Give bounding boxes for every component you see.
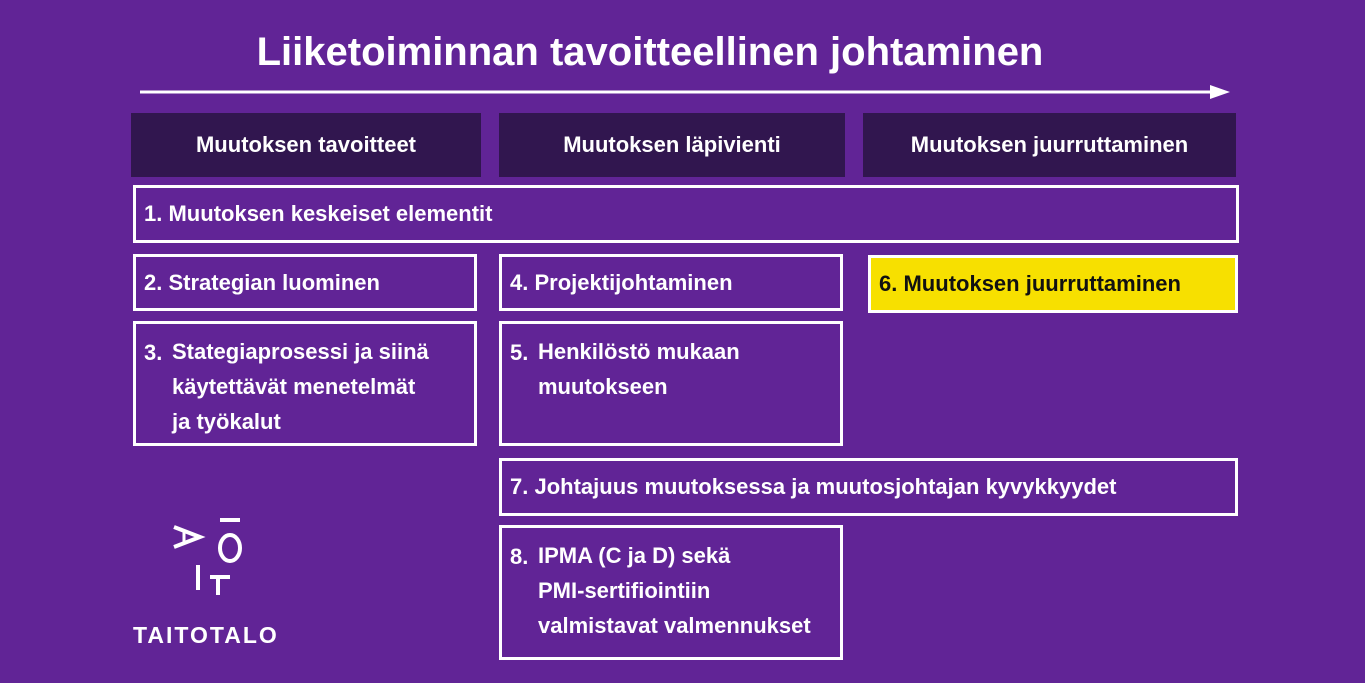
item-4-text: Projektijohtaminen: [534, 269, 733, 295]
item-5-text: [538, 334, 740, 404]
item-3-line-1: Stategiaprosessi ja siinä: [172, 339, 429, 364]
phase-header-rooting: Muutoksen juurruttaminen: [863, 113, 1236, 177]
item-6-number: 6.: [879, 271, 898, 296]
item-7-box: [499, 458, 1238, 516]
item-6-text: Muutoksen juurruttaminen: [903, 271, 1181, 296]
item-5-box: [499, 321, 843, 446]
taitotalo-wordmark: TAITOTALO: [133, 622, 279, 648]
phase-header-goals: Muutoksen tavoitteet: [131, 113, 481, 177]
item-8-line-3: valmistavat valmennukset: [538, 613, 811, 638]
item-1-text: Muutoksen keskeiset elementit: [168, 201, 493, 226]
item-8-text: [538, 538, 811, 643]
item-4-number: 4.: [510, 269, 529, 295]
item-3-text: [172, 334, 429, 439]
item-5-line-2: muutokseen: [538, 374, 668, 399]
item-3-box: [133, 321, 477, 446]
item-1-box: [133, 185, 1239, 243]
item-7-number: 7.: [510, 474, 529, 499]
item-3-line-3: ja työkalut: [172, 409, 281, 434]
item-8-number: 8.: [510, 544, 529, 569]
item-2-box: [133, 254, 477, 311]
taitotalo-logo-icon: [160, 515, 260, 605]
item-3-line-2: käytettävät menetelmät: [172, 374, 416, 399]
item-5-line-1: Henkilöstö mukaan: [538, 339, 740, 364]
item-2-number: 2.: [144, 269, 163, 295]
phase-header-execution: Muutoksen läpivienti: [499, 113, 845, 177]
item-8-box: [499, 525, 843, 660]
timeline-arrow-icon: [140, 82, 1232, 102]
item-7-text: Johtajuus muutoksessa ja muutosjohtajan kyvykkyydet: [534, 474, 1117, 499]
item-8-line-2: PMI-sertifiointiin: [538, 578, 711, 603]
item-4-box: [499, 254, 843, 311]
item-2-text: Strategian luominen: [168, 269, 380, 295]
item-5-number: 5.: [510, 340, 529, 365]
diagram-title: Liiketoiminnan tavoitteellinen johtaminen: [256, 30, 1044, 74]
item-8-line-1: IPMA (C ja D) sekä: [538, 543, 731, 568]
item-6-box-highlighted: [868, 255, 1238, 313]
item-3-number: 3.: [144, 340, 163, 365]
item-1-number: 1.: [144, 201, 163, 226]
